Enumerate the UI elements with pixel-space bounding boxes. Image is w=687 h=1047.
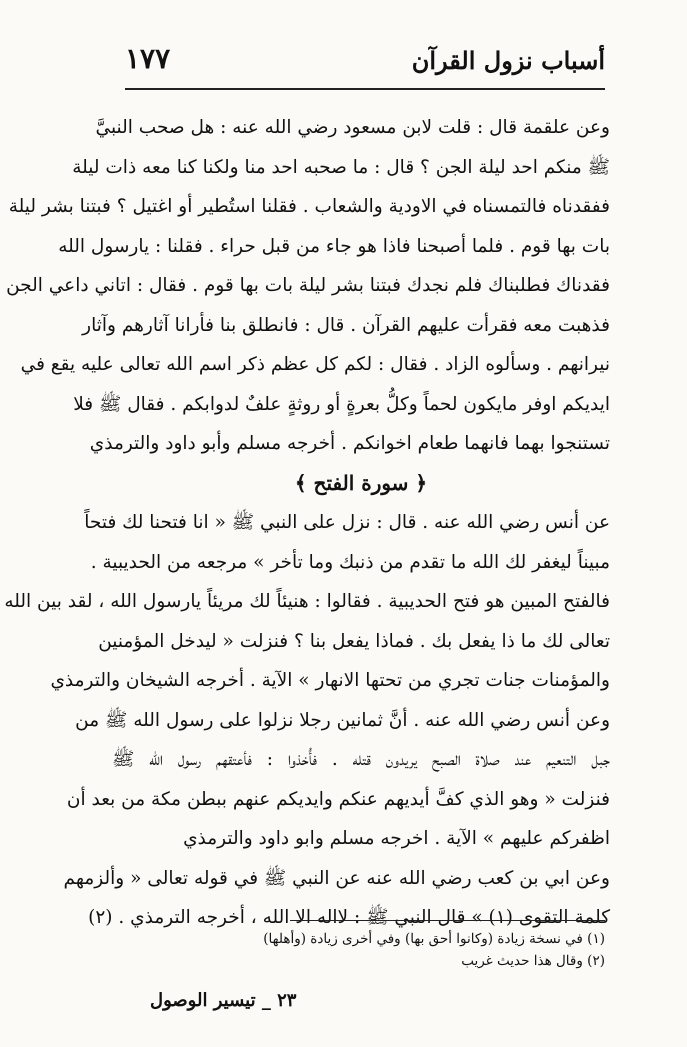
text-line: مبيناً ليغفر لك الله ما تقدم من ذنبك وما تأخر » مرجعه من الحديبية . bbox=[90, 551, 610, 573]
text-line: وعن أنس رضي الله عنه . أنَّ ثمانين رجلا نزلوا على رسول الله ﷺ من bbox=[75, 709, 610, 731]
text-line: ايديكم اوفر مايكون لحماً وكلُّ بعرةٍ أو روثةٍ علفٌ لدوابكم . فقال ﷺ فلا bbox=[73, 393, 610, 415]
printer-signature: ٢٣ _ تيسير الوصول bbox=[150, 990, 297, 1011]
text-line: فالفتح المبين هو فتح الحديبية . فقالوا : هنيئاً لك مريئاً يارسول الله ، لقد بين الله bbox=[4, 591, 610, 612]
text-line: والمؤمنات جنات تجري من تحتها الانهار » الآية . أخرجه الشيخان والترمذي bbox=[50, 670, 610, 691]
text-line: ففقدناه فالتمسناه في الاودية والشعاب . فقلنا استُطير أو اغتيل ؟ فبتنا بشر ليلة bbox=[8, 196, 610, 217]
text-line: كلمة التقوى (١) » قال النبي ﷺ : لااله الا الله ، أخرجه الترمذي . (٢) bbox=[88, 907, 610, 928]
footnote: (١) في نسخة زيادة (وكانوا أحق بها) وفي أخرى زيادة (وأهلها) bbox=[263, 931, 605, 947]
footnotes bbox=[170, 928, 605, 972]
text-line: فذهبت معه فقرأت عليهم القرآن . قال : فانطلق بنا فأرانا آثارهم وآثار bbox=[82, 314, 610, 336]
text-line: وعن ابي بن كعب رضي الله عنه عن النبي ﷺ في قوله تعالى « وألزمهم bbox=[63, 867, 610, 889]
text-line: فنزلت « وهو الذي كفَّ أيديهم عنكم وايديكم عنهم ببطن مكة من بعد أن bbox=[66, 788, 610, 810]
text-line: بات بها قوم . فلما أصبحنا فاذا هو جاء من قبل حراء . فقلنا : يارسول الله bbox=[58, 235, 610, 257]
text-line: عن أنس رضي الله عنه . قال : نزل على النبي ﷺ « انا فتحنا لك فتحاً bbox=[84, 512, 610, 533]
header-rule bbox=[125, 88, 605, 90]
text-line: تعالى لك ما ذا يفعل بك . فماذا يفعل بنا ؟ فنزلت « ليدخل المؤمنين bbox=[98, 630, 610, 652]
text-line: ﷺ منكم احد ليلة الجن ؟ قال : ما صحبه احد منا ولكنا كنا معه ذات ليلة bbox=[72, 156, 610, 178]
text-line: جبل التنعيم عند صلاة الصبح يريدون قتله . فأُخذوا : فأعتقهم رسول الله ﷺ bbox=[112, 749, 610, 770]
page-number: ١٧٧ bbox=[125, 42, 171, 75]
running-title: أسباب نزول القرآن bbox=[411, 46, 605, 75]
text-line: اظفركم عليهم » الآية . اخرجه مسلم وابو داود والترمذي bbox=[183, 828, 610, 849]
body-text bbox=[4, 108, 610, 938]
page-header bbox=[125, 42, 605, 82]
footnote: (٢) وقال هذا حديث غريب bbox=[461, 953, 605, 969]
text-line: وعن علقمة قال : قلت لابن مسعود رضي الله عنه : هل صحب النبيَّ bbox=[95, 117, 610, 138]
text-line: نيرانهم . وسألوه الزاد . فقال : لكم كل عظم ذكر اسم الله تعالى عليه يقع في bbox=[20, 354, 610, 375]
text-line: فقدناك فطلبناك فلم نجدك فبتنا بشر ليلة بات بها قوم . فقال : اتاني داعي الجن bbox=[6, 275, 610, 296]
surah-heading: ﴿ سورة الفتح ﴾ bbox=[294, 470, 428, 495]
text-line: تستنجوا بهما فانهما طعام اخوانكم . أخرجه مسلم وأبو داود والترمذي bbox=[89, 433, 610, 454]
footnote-rule bbox=[290, 920, 605, 921]
